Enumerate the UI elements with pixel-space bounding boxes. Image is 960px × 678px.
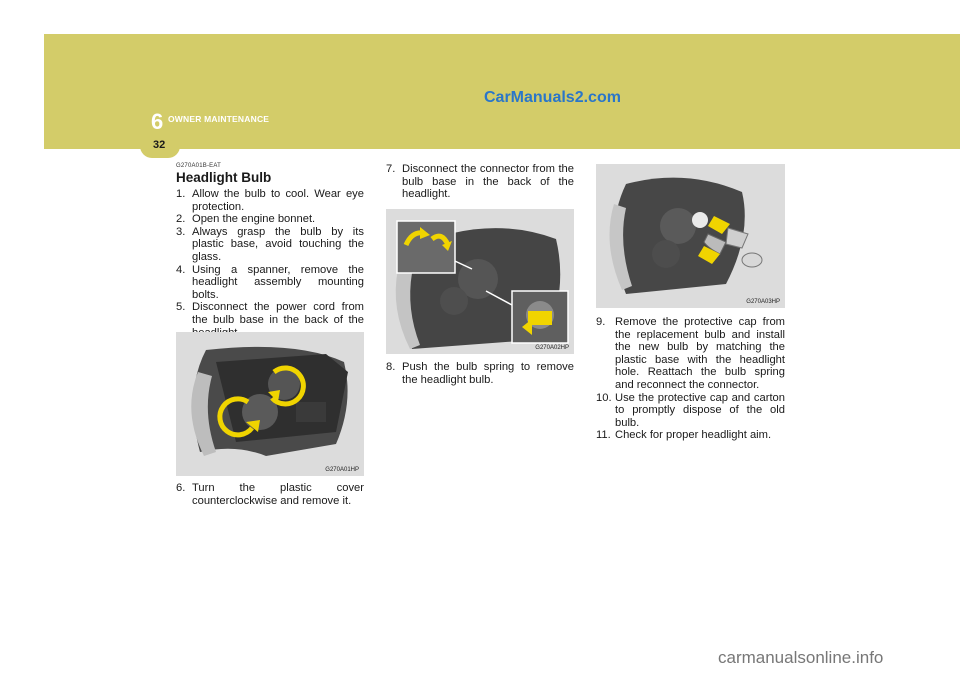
figure-bulb-replacement [596,164,785,308]
step-item: 1. Allow the bulb to cool. Wear eye protection. [176,188,364,213]
figure-code: G270A02HP [535,345,569,351]
step-item: 6. Turn the plastic cover counterclockwise and remove it. [176,482,364,507]
steps-list-1 [176,188,364,339]
figure-code: G270A01HP [325,467,359,473]
step-item: 5. Disconnect the power cord from the bulb base in the back of the [176,301,364,326]
headlight-connector-illustration [386,209,574,354]
column-3 [596,316,785,442]
carmanuals-link[interactable]: CarManuals2.com [484,89,621,106]
headlight-bulb-illustration [596,164,785,308]
footer-site-watermark[interactable]: carmanualsonline.info [718,648,884,667]
step-item: 9. Remove the protective cap from the replacement bulb and install the new bulb by matching the plastic base with the headlight hole. Reattach the bulb spring and reconnect the connector. [596,316,785,391]
page-number: 32 [153,139,166,151]
section-heading: Headlight Bulb [176,170,272,185]
figure-code: G270A03HP [746,299,780,305]
figure-connector [386,209,574,354]
step-6-block [176,482,364,507]
chapter-title: OWNER MAINTENANCE [168,114,270,124]
step-item: 10. Use the protective cap and carton to promptly dispose of the old bulb. [596,391,785,429]
section-code: G270A01B-EAT [176,163,221,169]
step-item: 7. Disconnect the connector from the bulb base in the back of the headlight. [386,163,574,201]
step-item: 11. Check for proper headlight aim. [596,429,772,442]
column-2 [386,163,574,201]
headlight-rear-illustration [176,332,364,476]
step-item: 8. Push the bulb spring to remove the headlight bulb. [386,361,574,386]
step-item: 4. Using a spanner, remove the headlight assembly mounting bolts. [176,263,364,301]
chapter-number: 6 [151,109,164,134]
figure-plastic-cover [176,332,364,476]
column-1 [176,162,364,339]
step-item: 3. Always grasp the bulb by its plastic base, avoid touching the glass. [176,225,364,263]
step-item: 2. Open the engine bonnet. [176,213,316,226]
step-8-block [386,361,574,386]
